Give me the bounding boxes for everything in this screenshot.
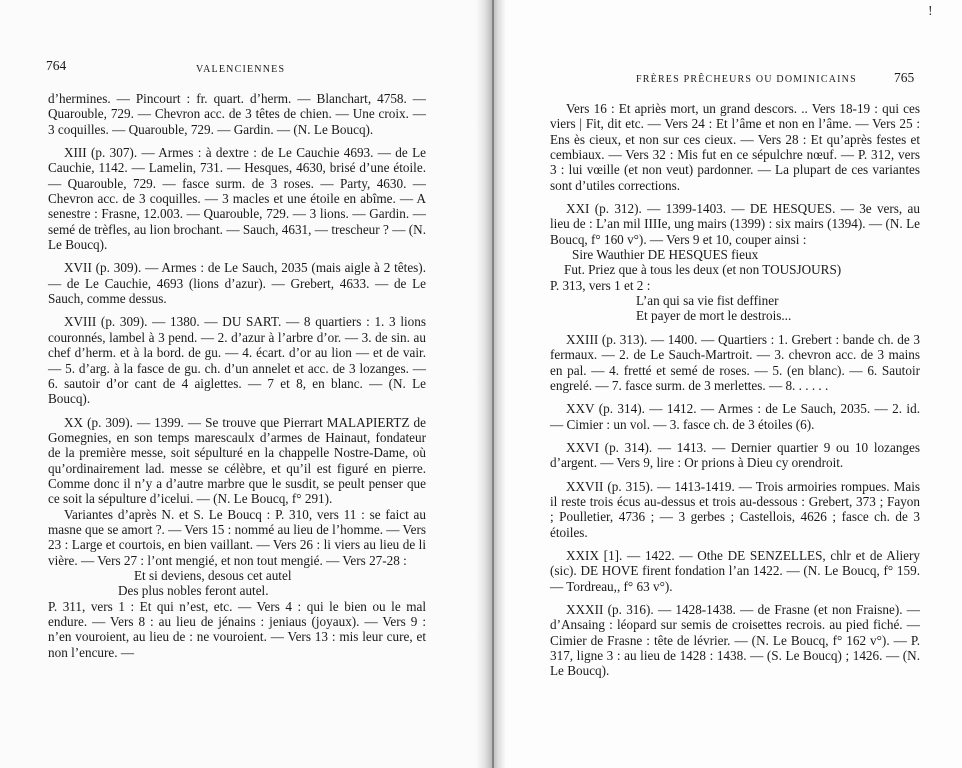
- verse-line: Des plus nobles feront autel.: [118, 583, 269, 599]
- verse-line: Fut. Priez que à tous les deux (et non TOUSJOURS): [564, 262, 842, 278]
- running-head-right: FRÈRES PRÊCHEURS OU DOMINICAINS: [636, 74, 857, 85]
- book-gutter-shadow: [476, 0, 506, 768]
- p313-line: P. 313, vers 1 et 2 :: [550, 277, 651, 293]
- variantes-paragraph: Variantes d’après N. et S. Le Boucq : P. 310, vers 11 : se faict au masne que se amort ?. — Vers 15 : nommé au lieu de l’homme. — Vers 23 : Large et courtois, en bien vaillant. — Vers 26 : li viers au lieu de li vière. — Vers 27 : l’ont mengié, et non tout mengié. — Vers 27-28 :: [48, 506, 426, 568]
- verse-line: Et si deviens, desous cet autel: [134, 567, 292, 583]
- right-text-column: [550, 101, 920, 679]
- left-text-column: [48, 91, 426, 660]
- page-number-left: 764: [46, 58, 67, 73]
- entry-xviii: XVIII (p. 309). — 1380. — DU SART. — 8 quartiers : 1. 3 lions couronnés, lambel à 3 pend. — 2. d’azur à l’arbre d’or. — 3. de sin. au chef d’herm. et à la bord. de gu. — 4. écart. d’or au lion — et de vair. — 5. d’arg. à la fasce de gu. ch. d’un annelet et acc. de 3 lozanges. — 6. sautoir d’or cant de 4 aiglettes. — 7 et 8, en blanc. — (N. Le Boucq).: [48, 314, 426, 407]
- page-number-right: 765: [894, 70, 915, 85]
- entry-xxxii: XXXII (p. 316). — 1428-1438. — de Frasne (et non Fraisne). — d’Ansaing : léopard sur semis de croisettes recrois. au pied fiché. — Cimier de Frasne : tête de lévrier. — (N. Le Boucq, f° 162 v°). — P. 317, ligne 3 : au lieu de 1428 : 1438. — (S. Le Boucq) ; 1426. — (N. Le Boucq).: [550, 601, 920, 679]
- verse-line: Sire Wauthier DE HESQUES fieux: [572, 247, 759, 263]
- variants-continuation: Vers 16 : Et apriès mort, un grand descors. .. Vers 18-19 : qui ces viers | Fit, dit etc. — Vers 24 : Et l’âme et non en l’âme. — Vers 25 : Ens ès cieux, et non sur ces cieux. — Vers 28 : Et qu’après festes et cembiaux. — Vers 32 : Mis fut en ce sépulchre nœuf. — P. 312, vers 3 : lui vœille (et non veut) pardonner. — La plupart de ces variantes sont d’utiles corrections.: [550, 101, 920, 193]
- entry-xiii: XIII (p. 307). — Armes : à dextre : de Le Cauchie 4693. — de Le Cauchie, 1142. — Lamelin, 731. — Hesques, 4630, brisé d’une étoile. — Quarouble, 729. — fasce surm. de 3 roses. — Party, 4630. — Chevron acc. de 3 coquilles. — 3 macles et une étoile en abîme. — A senestre : Frasne, 12.003. — Quarouble, 729. — 3 lions. — Gardin. — semé de trèfles, au lion brochant. — Sauch, 4631, — trescheur ? — (N. Le Boucq).: [48, 145, 426, 253]
- verse-line: L’an qui sa vie fist deffiner: [636, 293, 779, 309]
- entry-xxv: XXV (p. 314). — 1412. — Armes : de Le Sauch, 2035. — 2. id. — Cimier : un vol. — 3. fasce ch. de 3 étoiles (6).: [550, 401, 920, 432]
- entry-continuation: d’hermines. — Pincourt : fr. quart. d’herm. — Blanchart, 4758. — Quarouble, 729. — Chevron acc. de 3 têtes de chien. — Une croix. — 3 coquilles. — Quarouble, 729. — Gardin. — (N. Le Boucq).: [48, 91, 426, 137]
- book-spine-line: [492, 0, 494, 768]
- entry-xx: XX (p. 309). — 1399. — Se trouve que Pierrart MALAPIERTZ de Gomegnies, en son temps marescaulx d’armes de Hainaut, fondateur de la première messe, soit sépulturé en la chappelle Nostre-Dame, où qu’ordinairement lad. messe se célèbre, et qu’il est figuré en pierre. Comme donc il n’y a d’autre marbre que le susdit, se peult penser que ce soit la sépulture d’icelui. — (N. Le Boucq, f° 291).: [48, 414, 426, 507]
- entry-xvii: XVII (p. 309). — Armes : de Le Sauch, 2035 (mais aigle à 2 têtes). — de Le Cauchie, 4693 (lions d’azur). — Grebert, 4633. — de Le Sauch, comme dessus.: [48, 260, 426, 307]
- entry-xxiii: XXIII (p. 313). — 1400. — Quartiers : 1. Grebert : bande ch. de 3 fermaux. — 2. de Le Sauch-Martroit. — 3. chevron acc. de 3 mains en pal. — 4. fretté et semé de roses. — 5. (en blanc). — 6. Sautoir engrelé. — 7. fasce surm. de 3 merlettes. — 8. . . . . .: [550, 331, 920, 393]
- entry-xxix: XXIX [1]. — 1422. — Othe DE SENZELLES, chlr et de Aliery (sic). DE HOVE firent fondation l’an 1422. — (N. Le Boucq, f° 159. — Tordreau,, f° 63 v°).: [550, 547, 920, 594]
- entry-xxi: XXI (p. 312). — 1399-1403. — DE HESQUES. — 3e vers, au lieu de : L’an mil IIIIe, ung mairs (1399) : six mairs (1394). — (N. Le Boucq, f° 160 v°). — Vers 9 et 10, couper ainsi :: [550, 201, 920, 247]
- running-head-left: VALENCIENNES: [196, 64, 286, 75]
- entry-xxvii: XXVII (p. 315). — 1413-1419. — Trois armoiries rompues. Mais il reste trois écus au-dessus et trois au-dessous : Grebert, 373 ; Fayon ; Poulletier, 4736 ; — 3 gerbes ; Castellois, 4626 ; fasce ch. de 3 étoiles.: [550, 478, 920, 540]
- verse-line: Et payer de mort le destrois...: [636, 308, 792, 324]
- entry-xxvi: XXVI (p. 314). — 1413. — Dernier quartier 9 ou 10 lozanges d’argent. — Vers 9, lire : Or prions à Dieu cy orendroit.: [550, 439, 920, 471]
- right-page: [486, 0, 962, 768]
- margin-mark: !: [928, 4, 933, 19]
- p311-variants: P. 311, vers 1 : Et qui n’est, etc. — Vers 4 : qui le bien ou le mal endure. — Vers 8 : au lieu de jénains : jeniaus (joyaux). — Vers 9 : n’en vouroient, au lieu de : ne vouroient. — Vers 13 : mis leur cure, et non l’encure. —: [48, 598, 426, 660]
